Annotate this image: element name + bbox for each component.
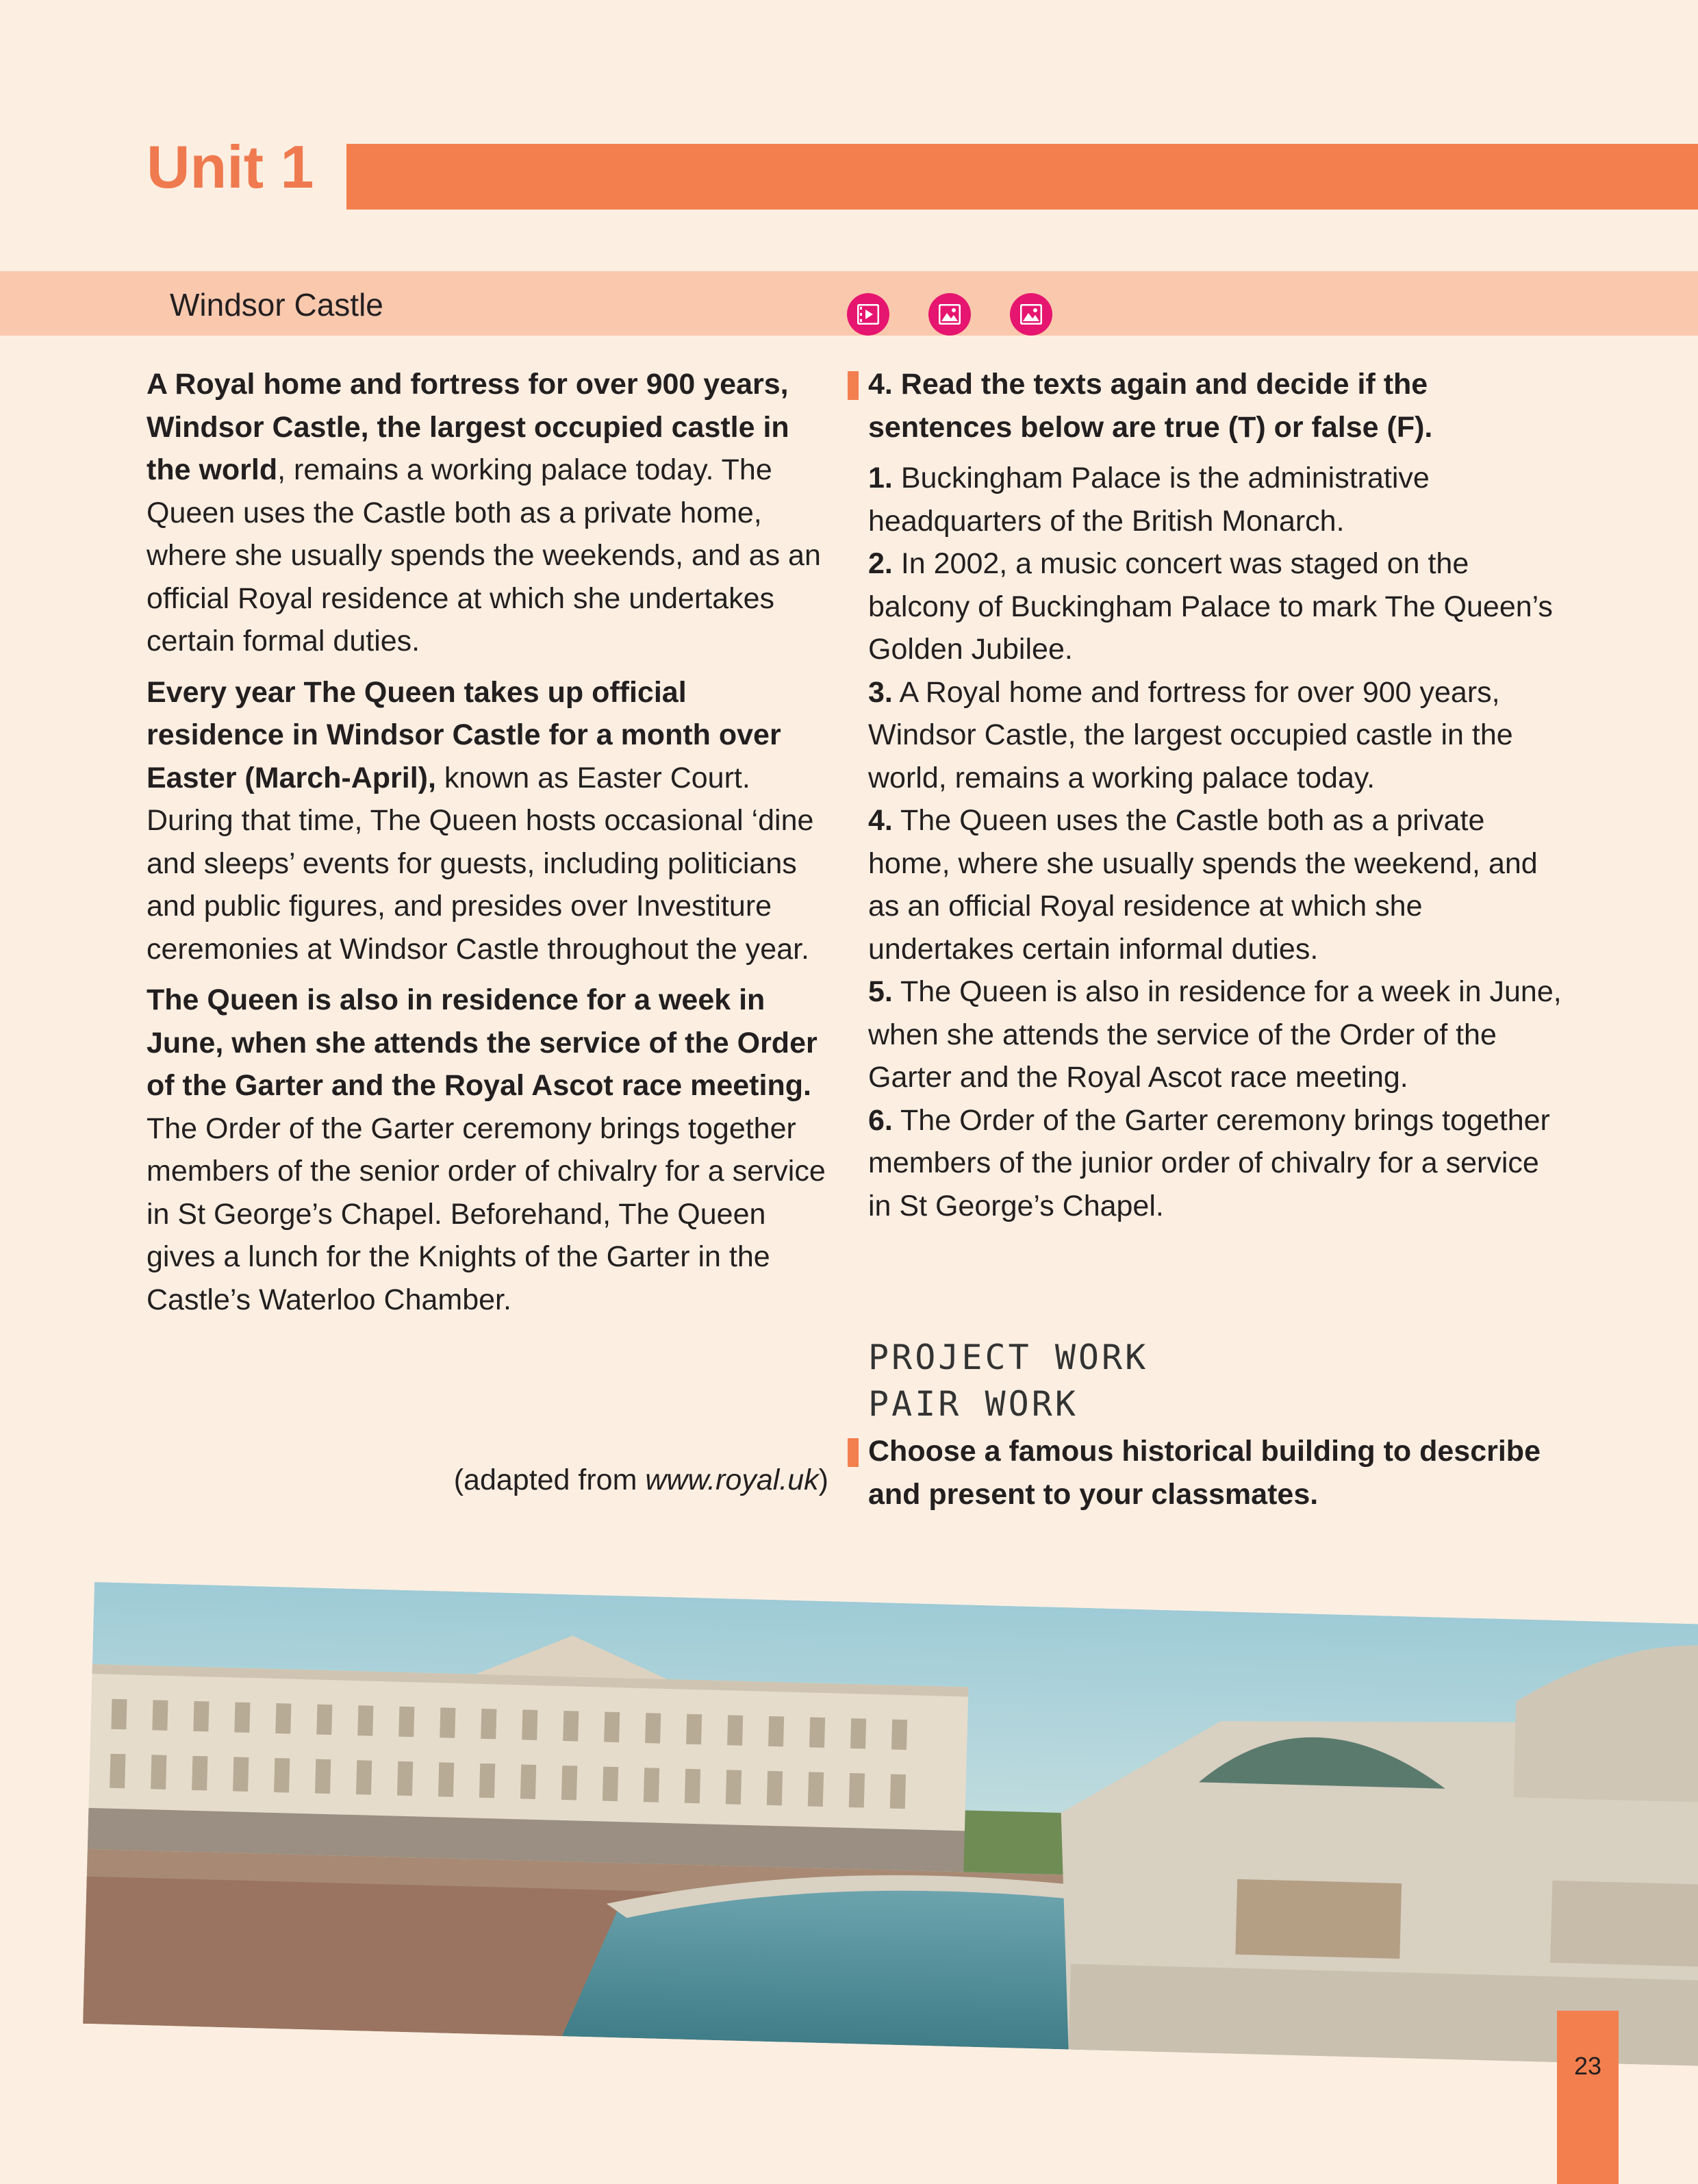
exercise-heading: 4. Read the texts again and decide if the sentences below are true (T) or false (F). [868, 363, 1567, 449]
task-marker [848, 371, 859, 400]
statement: 2. In 2002, a music concert was staged on the balcony of Buckingham Palace to mark The Queen’s Golden Jubilee. [868, 547, 1553, 666]
statement: 1. Buckingham Palace is the administrative headquarters of the British Monarch. [868, 462, 1430, 538]
reading-paragraph: A Royal home and fortress for over 900 years, Windsor Castle, the largest occupied castle in the world, remains a working palace today. The Queen uses the Castle both as a private home, where she usually spends the weekends, and as an official Royal residence at which she undertakes certain formal duties. [147, 368, 821, 657]
reading-paragraph: The Queen is also in residence for a week in June, when she attends the service of the Order of the Garter and the Royal Ascot race meeting. The Order of the Garter ceremony brings together members of the senior order of chivalry for a service in St George’s Chapel. Beforehand, The Queen gives a lunch for the Knights of the Garter in the Castle’s Waterloo Chamber. [147, 983, 826, 1316]
page-tab [1557, 2011, 1619, 2184]
unit-title: Unit 1 [147, 133, 314, 201]
pair-work-label: PAIR WORK [868, 1384, 1078, 1424]
statement: 6. The Order of the Garter ceremony brings together members of the junior order of chivalry for a service in St George’s Chapel. [868, 1103, 1550, 1222]
section-title: Windsor Castle [170, 287, 383, 323]
reading-text [147, 363, 831, 1329]
statement: 4. The Queen uses the Castle both as a private home, where she usually spends the weekend, and as an official Royal residence at which she undertakes certain informal duties. [868, 804, 1538, 966]
unit-title-bar [346, 144, 1698, 210]
project-work-section [868, 1334, 1567, 1516]
statement: 5. The Queen is also in residence for a week in June, when she attends the service of the Order of the Garter and the Royal Ascot race meeting. [868, 975, 1562, 1094]
video-icon[interactable] [847, 293, 889, 336]
image-icon[interactable] [928, 293, 971, 336]
page-number: 23 [1573, 2052, 1602, 2080]
image-icon[interactable] [1010, 293, 1052, 336]
exercise-4 [868, 363, 1567, 1227]
source-link[interactable]: www.royal.uk [645, 1464, 819, 1496]
statement: 3. A Royal home and fortress for over 900 years, Windsor Castle, the largest occupied castle in the world, remains a working palace today. [868, 675, 1513, 794]
buckingham-palace-photo [83, 1582, 1698, 2068]
project-work-label: PROJECT WORK [868, 1338, 1149, 1377]
task-marker [848, 1438, 859, 1467]
reading-paragraph: Every year The Queen takes up official residence in Windsor Castle for a month over Easter (March-April), known as Easter Court. During that time, The Queen hosts occasional ‘dine and sleeps’ events for guests, including politicians and public figures, and presides over Investiture ceremonies at Windsor Castle throughout the year. [147, 675, 814, 966]
source-credit: (adapted from www.royal.uk) [453, 1464, 828, 1496]
project-task: Choose a famous historical building to describe and present to your classmates. [868, 1430, 1567, 1516]
